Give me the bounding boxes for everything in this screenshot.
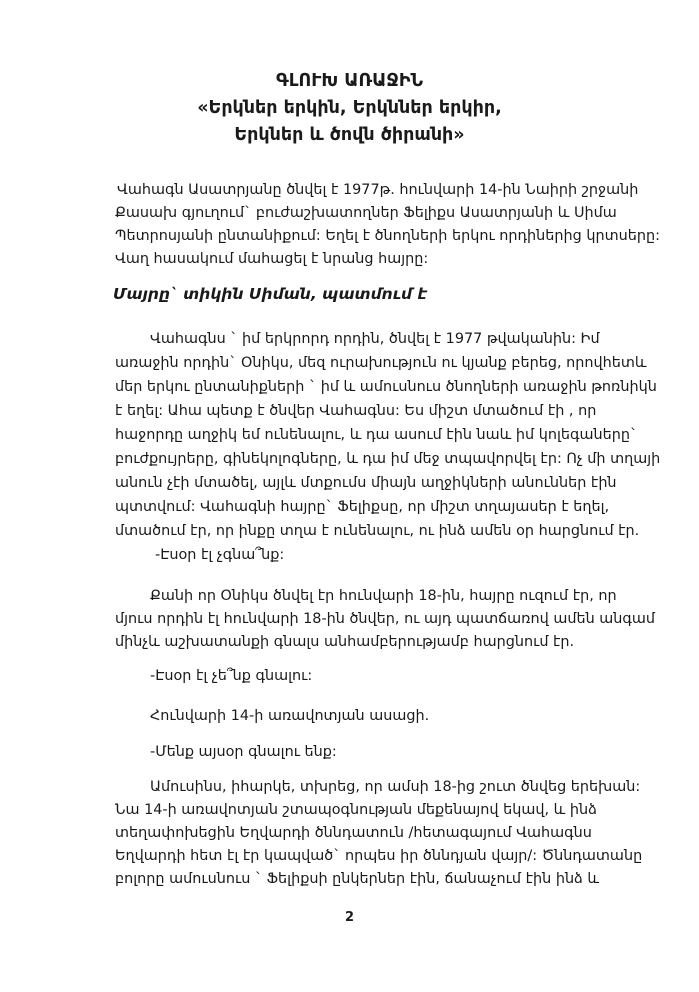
text-line: բոլորը ամուսնուս ` Ֆելիքսի ընկերներ էին, ճանաչում էին ինձ և	[115, 871, 600, 887]
epigraph-line-1: «Երկներ երկին, Երկններ երկիր,	[197, 98, 502, 118]
text-line: Ամուսինս, իհարկե, տխրեց, որ ամսի 18-ից շուտ ծնվեց երեխան:	[150, 779, 641, 795]
text-line: Պետրոսյանի ընտանիքում: Եղել է ծնողների երկու որդիներից կրտսերը:	[115, 228, 660, 244]
text-line: -Մենք այսօր գնալու ենք:	[150, 744, 337, 760]
text-line: Վահագն Ասատրյանը ծնվել է 1977թ. հունվարի 14-ին Նաիրի շրջանի	[117, 182, 639, 198]
chapter-title-block	[0, 68, 699, 149]
text-line: է եղել: Ահա պետք է ծնվեր Վահագնս: Ես միշտ մտածում էի , որ	[115, 403, 597, 419]
text-line: առաջին որդին` Օնիկս, մեզ ուրախություն ու կյանք բերեց, որովհետև	[115, 355, 647, 371]
paragraph	[115, 705, 645, 728]
text-line: բուժքույրերը, գինեկոլոգները, և դա իմ մեջ տպավորվել էր: Ոչ մի տղայի	[115, 451, 661, 467]
epigraph-line-2: Երկներ և ծովն ծիրանի»	[234, 125, 465, 145]
text-line: Քասախ գյուղում` բուժաշխատողներ Ֆելիքս Ասատրյանի և Սիմա	[115, 205, 617, 221]
text-line: պտտվում: Վահագնի հայրը` Ֆելիքսը, որ միշտ տղայասեր է եղել,	[115, 499, 610, 515]
paragraph	[115, 179, 660, 271]
text-line: Մայրը` տիկին Սիման, պատմում է	[113, 285, 428, 303]
text-line: մինչև աշխատանքի գնալս անհամբերությամբ հարցնում էր.	[115, 634, 575, 650]
text-line: տեղափոխեցին Եղվարդի ծննդատուն /հետագայում Վահագնս	[115, 825, 592, 841]
section-subheading	[115, 283, 645, 306]
text-line: մեր երկու ընտանիքների ` իմ և ամուսնուս ծնողների առաջին թոռնիկն	[115, 379, 657, 395]
chapter-title: ԳԼՈՒԽ ԱՌԱՋԻՆ	[275, 71, 423, 91]
text-line: -Էսօր էլ չե՞նք գնալու:	[150, 668, 313, 684]
text-line: Վահագնս ` իմ երկրորդ որդին, ծնվել է 1977 թվականին: Իմ	[150, 331, 600, 347]
paragraph	[115, 327, 661, 543]
paragraph	[115, 585, 656, 654]
paragraph	[115, 741, 645, 764]
text-line: Քանի որ Օնիկս ծնվել էր հունվարի 18-ին, հայրը ուզում էր, որ	[150, 588, 617, 604]
paragraph	[115, 665, 645, 688]
paragraph	[115, 776, 645, 891]
text-line: Հունվարի 14-ի առավոտյան ասացի.	[150, 708, 430, 724]
text-line: անուն չէի մտածել, այլև մտքումս միայն աղջիկների անուններ էին	[115, 475, 617, 491]
text-line: մյուս որդին էլ հունվարի 18-ին ծնվեր, ու այդ պատճառով ամեն անգամ	[115, 611, 656, 627]
text-line: մտածում էր, որ ինքը տղա է ունենալու, ու ինձ ամեն օր հարցնում էր.	[115, 523, 640, 539]
text-line: հաջորդը աղջիկ եմ ունենալու, և դա ասում էին նաև իմ կոլեգաները`	[115, 427, 638, 443]
text-line: Վաղ հասակում մահացել է նրանց հայրը:	[115, 251, 429, 267]
text-line: Նա 14-ի առավոտյան շտապօգնության մեքենայով եկավ, և ինձ	[115, 802, 597, 818]
text-line: Եղվարդի հետ էլ էր կապված` որպես իր ծննդյան վայր/: Ծննդատանը	[115, 848, 643, 864]
page-number: 2	[344, 910, 355, 925]
paragraph	[115, 544, 645, 567]
text-line: -Էսօր էլ չգնա՞նք:	[155, 547, 285, 563]
